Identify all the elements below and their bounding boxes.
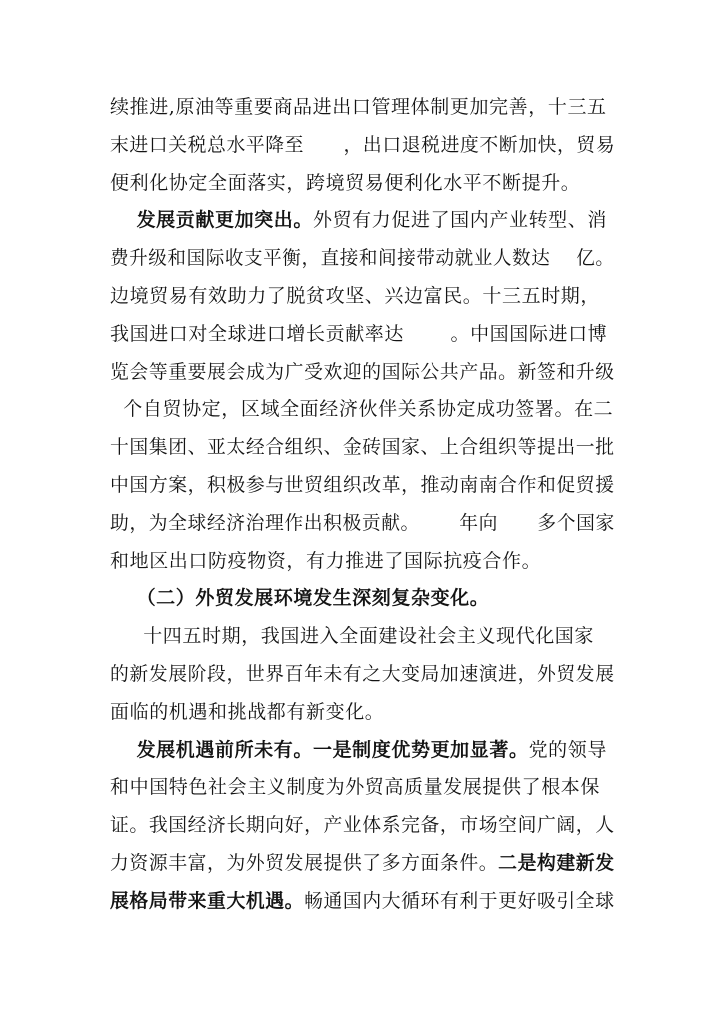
text-segment (110, 739, 137, 761)
text-line (110, 699, 384, 725)
text-line (110, 774, 600, 800)
text-line (110, 321, 607, 347)
text-line (110, 207, 607, 233)
text-segment: 我国进口对全球进口增长贡献率达 。中国国际进口博 (110, 322, 608, 345)
text-line (110, 548, 541, 574)
text-segment: 外贸有力促进了国内产业转型、消 (312, 209, 607, 232)
text-segment: 个自贸协定，区域全面经济伙伴关系协定成功签署。在二 (110, 398, 614, 421)
text-line (110, 850, 615, 876)
text-line (110, 472, 615, 498)
text-segment: 边境贸易有效助力了脱贫攻坚、兴边富民。十三五时期， (110, 285, 601, 307)
text-segment: 便利化协定全面落实，跨境贸易便利化水平不断提升。 (110, 171, 581, 194)
text-segment (110, 209, 137, 231)
text-segment: 十国集团、亚太经合组织、金砖国家、上合组织等提出一批 (110, 436, 615, 459)
text-segment: 十四五时期，我国进入全面建设社会主义现代化国家 (110, 625, 594, 648)
text-segment: 续推进,原油等重要商品进出口管理体制更加完善，十三五 (110, 96, 607, 118)
text-line (110, 661, 615, 687)
text-segment: 畅通国内大循环有利于更好吸引全球 (304, 889, 615, 912)
text-line (110, 396, 613, 422)
text-segment: 费升级和国际收支平衡，直接和间接带动就业人数达 亿。 (110, 247, 615, 270)
text-line (110, 245, 615, 271)
text-line (110, 359, 615, 385)
text-line (110, 812, 615, 838)
bold-text-segment: （二）外贸发展环境发生深刻复杂变化。 (136, 587, 490, 610)
text-segment: 览会等重要展会成为广受欢迎的国际公共产品。新签和升级 (110, 360, 615, 383)
text-segment: 助，为全球经济治理作出积极贡献。 年向 多个国家 (110, 511, 615, 534)
text-segment: 的新发展阶段，世界百年未有之大变局加速演进，外贸发展 (110, 663, 615, 685)
bold-text-segment: 二是构建新发 (498, 852, 615, 874)
text-segment: 力资源丰富，为外贸发展提供了多方面条件。 (110, 852, 499, 874)
text-line (110, 888, 615, 914)
text-segment: 和地区出口防疫物资，有力推进了国际抗疫合作。 (110, 549, 542, 572)
bold-text-segment: 展格局带来重大机遇。 (110, 889, 305, 912)
text-line (110, 623, 594, 649)
text-line (110, 737, 607, 763)
text-line (110, 94, 607, 120)
text-segment: 面临的机遇和挑战都有新变化。 (110, 700, 385, 723)
text-line (110, 132, 615, 158)
text-segment: 末进口关税总水平降至 ，出口退税进度不断加快，贸易 (110, 133, 616, 156)
text-line (110, 434, 615, 460)
text-segment: 证。我国经济长期向好，产业体系完备，市场空间广阔，人 (110, 814, 615, 837)
text-segment (110, 587, 137, 609)
text-segment: 和中国特色社会主义制度为外贸高质量发展提供了根本保 (110, 776, 601, 799)
text-segment: 中国方案，积极参与世贸组织改革，推动南南合作和促贸援 (110, 474, 615, 496)
text-line (110, 510, 615, 536)
text-line (110, 585, 489, 611)
text-line (110, 283, 600, 309)
bold-text-segment: 发展机遇前所未有。一是制度优势更加显著。 (136, 738, 529, 761)
text-segment: 党的领导 (528, 738, 607, 761)
text-line (110, 170, 580, 196)
bold-text-segment: 发展贡献更加突出。 (136, 209, 313, 232)
